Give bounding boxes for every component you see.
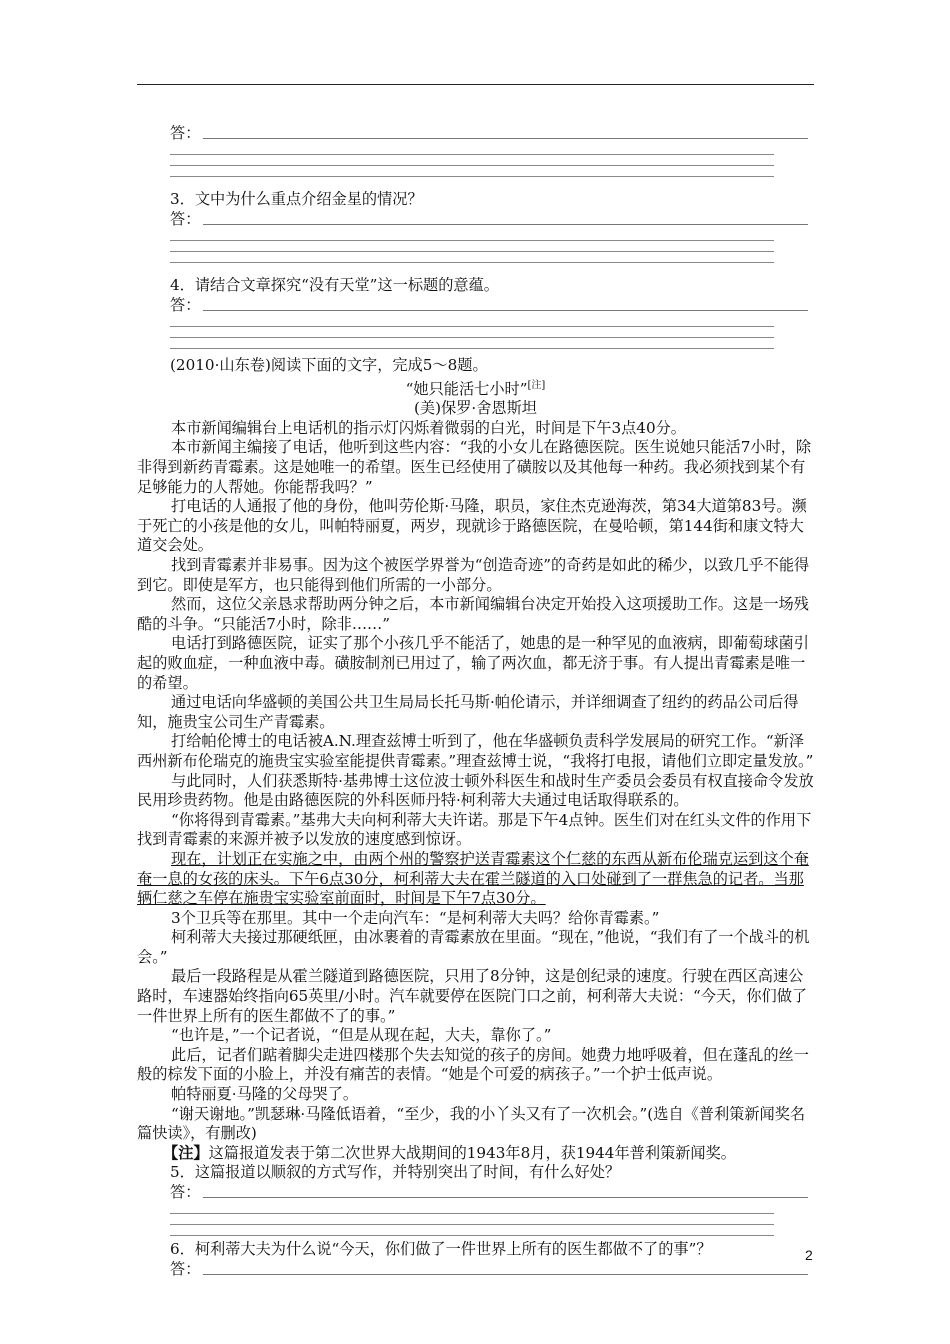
answer-label: 答： [170,1183,201,1201]
article-paragraph: 找到青霉素并非易事。因为这个被医学界誉为“创造奇迹”的奇药是如此的稀少，以致几乎不能得到它。即使是军方，也只能得到他们所需的一小部分。 [137,556,810,594]
article-paragraph: 柯利蒂大夫接过那硬纸匣，由冰裹着的青霉素放在里面。“现在，”他说，“我们有了一个战斗的机会。” [137,928,810,966]
answer-line[interactable] [137,1183,814,1203]
article-paragraph: 与此同时，人们获悉斯特·基弗博士这位波士顿外科医生和战时生产委员会委员有权直接命令发放民用珍贵药物。他是由路德医院的外科医师丹特·柯利蒂大夫通过电话取得联系的。 [137,771,814,810]
question-4-block [137,276,814,349]
article-paragraph: 最后一段路程是从霍兰隧道到路德医院，只用了8分钟，这是创纪录的速度。行驶在西区高速公路时，车速器始终指向65英里/小时。汽车就要停在医院门口之前，柯利蒂大夫说：“今天，你们做了一件世界上所有的医生都做不了的事。” [137,967,808,1025]
blank-answer-line[interactable] [137,166,814,177]
article-paragraph: 本市新闻主编接了电话，他听到这些内容：“我的小女儿在路德医院。医生说她只能活7小时，除非得到新药青霉素。这是她唯一的希望。医生已经使用了磺胺以及其他每一种药。我必须找到某个有足够能力的人帮她。你能帮我吗？” [137,438,812,496]
question-3: 3．文中为什么重点介绍金星的情况？ [170,190,423,208]
article-paragraph: 3个卫兵等在那里。其中一个走向汽车：“是柯利蒂大夫吗？给你青霉素。” [171,908,660,927]
blank-answer-line[interactable] [137,327,814,338]
article-paragraph: 打给帕伦博士的电话被A.N.理查兹博士听到了，他在华盛顿负责科学发展局的研究工作。“新泽西州新布伦瑞克的施贵宝实验室能提供青霉素。”理查兹博士说，“我将打电报，请他们立即定量发放。” [137,732,814,770]
blank-answer-line[interactable] [137,230,814,241]
article-paragraph: 本市新闻编辑台上电话机的指示灯闪烁着微弱的白光，时间是下午3点40分。 [171,418,686,437]
answer-label: 答： [170,295,201,314]
answer-block-prev [137,124,814,177]
article-paragraph: “也许是，”一个记者说，“但是从现在起，大夫，靠你了。” [171,1026,552,1045]
header-rule [137,84,814,85]
article-author: (美)保罗·舍恩斯坦 [414,399,537,418]
answer-label: 答： [170,124,201,142]
title-note-marker: [注] [527,379,546,391]
article-paragraph: 此后，记者们踮着脚尖走进四楼那个失去知觉的孩子的房间。她费力地呼吸着，但在蓬乱的丝一般的棕发下面的小脸上，并没有痛苦的表情。“她是个可爱的病孩子。”一个护士低声说。 [137,1045,809,1084]
article-paragraph: “你将得到青霉素。”基弗大夫向柯利蒂大夫许诺。那是下午4点钟。医生们对在红头文件的作用下找到青霉素的来源并被予以发放的速度感到惊讶。 [137,810,812,849]
reading-passage [137,356,814,1280]
blank-answer-line[interactable] [137,316,814,327]
answer-label: 答： [170,209,201,228]
article-paragraph-underlined: 现在，计划正在实施之中，由两个州的警察护送青霉素这个仁慈的东西从新布伦瑞克运到这个奄奄一息的女孩的床头。下午6点30分，柯利蒂大夫在霍兰隧道的入口处碰到了一群焦急的记者。当那辆仁慈之车停在施贵宝实验室前面时，时间是下午7点30分。 [137,849,809,908]
page-number: 2 [805,1247,813,1263]
article-note [137,1144,814,1164]
article-paragraph: 然而，这位父亲恳求帮助两分钟之后，本市新闻编辑台决定开始投入这项援助工作。这是一场残酷的斗争。“只能活7小时，除非……” [137,595,809,633]
blank-answer-line[interactable] [137,241,814,252]
blank-answer-line[interactable] [137,1225,814,1236]
blank-answer-line[interactable] [137,155,814,166]
blank-answer-line[interactable] [137,144,814,155]
answer-line[interactable] [137,1260,814,1280]
article-title [137,376,814,400]
answer-line[interactable] [137,124,814,144]
note-text: 这篇报道发表于第二次世界大战期间的1943年8月，获1944年普利策新闻奖。 [208,1143,736,1162]
article-paragraph: 通过电话向华盛顿的美国公共卫生局局长托马斯·帕伦请示，并详细调查了纽约的药品公司后得知，施贵宝公司生产青霉素。 [137,693,799,731]
article-title-text: “她只能活七小时” [405,379,528,398]
article-paragraph: 电话打到路德医院，证实了那个小孩几乎不能活了，她患的是一种罕见的血液病，即葡萄球菌引起的败血症，一种血液中毒。磺胺制剂已用过了，输了两次血，都无济于事。有人提出青霉素是唯一的希望。 [137,634,809,692]
question-6: 6．柯利蒂大夫为什么说“今天，你们做了一件世界上所有的医生都做不了的事”？ [170,1240,712,1258]
blank-answer-line[interactable] [137,252,814,263]
answer-line[interactable] [137,296,814,316]
article-paragraph: 帕特丽夏·马隆的父母哭了。 [171,1085,359,1104]
blank-answer-line[interactable] [137,338,814,349]
question-5: 5．这篇报道以顺叙的方式写作，并特别突出了时间，有什么好处？ [170,1163,621,1182]
blank-answer-line[interactable] [137,1203,814,1214]
article-paragraph: 打电话的人通报了他的身份，他叫劳伦斯·马隆，职员，家住杰克逊海茨，第34大道第83号。濒于死亡的小孩是他的女儿，叫帕特丽夏，两岁，现就诊于路德医院，在曼哈顿，第144街和康文特大道交会处。 [137,497,807,555]
answer-label: 答： [170,1259,201,1278]
passage-intro: (2010·山东卷)阅读下面的文字，完成5～8题。 [170,356,488,374]
article-paragraph: “谢天谢地。”凯瑟琳·马隆低语着，“至少，我的小丫头又有了一次机会。”(选自《普利策新闻奖名篇快读》，有删改) [137,1104,806,1143]
blank-answer-line[interactable] [137,1214,814,1225]
note-tag: 【注】 [163,1143,209,1162]
question-4: 4．请结合文章探究“没有天堂”这一标题的意蕴。 [170,276,499,294]
answer-line[interactable] [137,210,814,230]
question-3-block [137,190,814,263]
